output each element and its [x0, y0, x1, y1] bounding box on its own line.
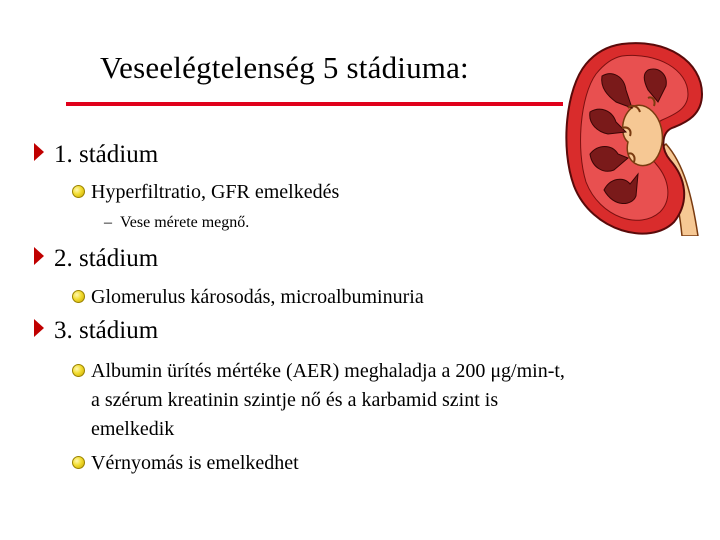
bullet-line: emelkedik	[91, 418, 175, 440]
stage-3-label: 3. stádium	[54, 317, 159, 344]
round-bullet-icon	[72, 456, 85, 469]
bullet-line: Vérnyomás is emelkedhet	[91, 452, 299, 474]
dash-bullet-icon: –	[104, 214, 112, 231]
bullet-line: Hyperfiltratio, GFR emelkedés	[91, 181, 340, 203]
stage-3-bullet-2	[72, 449, 299, 478]
round-bullet-icon	[72, 185, 85, 198]
stage-1-sub-bullet	[104, 214, 249, 232]
stage-1-bullet-1	[72, 178, 339, 207]
round-bullet-icon	[72, 290, 85, 303]
slide-title: Veseelégtelenség 5 stádiuma:	[100, 50, 469, 85]
stage-3-bullet-1	[72, 357, 565, 444]
kidney-illustration	[562, 36, 712, 236]
title-underline	[66, 102, 563, 106]
triangle-bullet-icon	[34, 143, 44, 161]
round-bullet-icon	[72, 364, 85, 377]
stage-2-heading	[34, 245, 158, 273]
bullet-line: Glomerulus károsodás, microalbuminuria	[91, 286, 424, 308]
stage-2-bullet-1	[72, 283, 424, 312]
stage-3-heading	[34, 317, 158, 345]
triangle-bullet-icon	[34, 247, 44, 265]
stage-1-heading	[34, 141, 158, 169]
triangle-bullet-icon	[34, 319, 44, 337]
bullet-line: a szérum kreatinin szintje nő és a karbamid szint is	[91, 389, 499, 411]
stage-2-label: 2. stádium	[54, 245, 159, 272]
bullet-line: Albumin ürítés mértéke (AER) meghaladja a 200 μg/min-t,	[91, 360, 565, 382]
stage-1-label: 1. stádium	[54, 141, 159, 168]
sub-bullet-text: Vese mérete megnő.	[120, 214, 250, 231]
